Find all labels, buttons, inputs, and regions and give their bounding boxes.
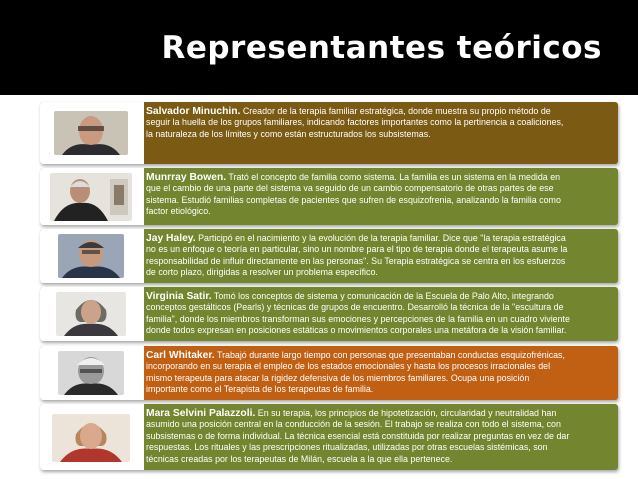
name-bowen: Munrray Bowen. xyxy=(146,172,227,183)
slide-title: Representantes teóricos xyxy=(161,30,602,66)
text-whitaker: Carl Whitaker. Trabajó durante largo tiempo con personas que presentaban conductas esquizofrénicas, incorporando en su terapia el empleo de los estados emocionales y hasta los procesos irracionales del mismo terapeuta para atacar la rigidez defensiva de los miembros familiares. Ocupa una posición importante como el Terapista de los terapeutas de familia. xyxy=(146,350,565,395)
text-bowen: Munrray Bowen. Trató el concepto de familia como sistema. La familia es un sistema en la medida en que el cambio de una parte del sistema va seguido de un cambio compensatorio de otras partes de ese sistema. Estudió familias completas de pacientes que sufren de esquizofrenia, analizando la familia como factor etiológico. xyxy=(146,172,561,217)
portrait-haley xyxy=(58,234,124,278)
photo-cell xyxy=(40,229,144,283)
row-whitaker xyxy=(40,346,618,400)
text-haley: Jay Haley. Participó en el nacimiento y la evolución de la terapia familiar. Dice que "la terapia estratégica no es un enfoque o teoría en particular, sino un nombre para el tipo de terapia donde el terapeuta asume la responsabilidad de influir directamente en las personas". Su Terapia estratégica se centra en los esfuerzos de corto plazo, dirigidas a resolver un problema específico. xyxy=(146,233,568,278)
portrait-minuchin xyxy=(54,111,128,155)
photo-cell xyxy=(40,287,144,341)
name-satir: Virginia Satir. xyxy=(146,291,212,302)
portrait-palazzoli xyxy=(52,414,130,462)
row-bowen xyxy=(40,168,618,225)
portrait-whitaker xyxy=(58,351,124,395)
text-minuchin: Salvador Minuchin. Creador de la terapia familiar estratégica, donde muestra su propio método de seguir la huella de los grupos familiares, indicando factores importantes como la pertinencia a coaliciones, la naturaleza de los límites y como están estructurados los subsistemas. xyxy=(146,106,564,139)
photo-cell xyxy=(40,102,144,164)
row-haley xyxy=(40,229,618,283)
name-minuchin: Salvador Minuchin. xyxy=(146,106,241,117)
portrait-satir xyxy=(56,292,126,336)
row-satir xyxy=(40,287,618,341)
name-haley: Jay Haley. xyxy=(146,233,196,244)
photo-cell xyxy=(40,346,144,400)
row-palazzoli xyxy=(40,404,618,470)
portrait-bowen xyxy=(50,173,132,221)
row-minuchin xyxy=(40,102,618,164)
photo-cell xyxy=(40,404,144,470)
name-palazzoli: Mara Selvini Palazzoli. xyxy=(146,408,256,419)
text-satir: Virginia Satir. Tomó los conceptos de sistema y comunicación de la Escuela de Palo Alto, integrando conceptos gestálticos (Pearls) y técnicas de grupos de encuentro. Desarrolló la técnica de la "escultura de familia", donde los miembros transforman sus emociones y percepciones de la familia en un cuadro viviente donde todos expresan en posiciones estáticas o movimientos corporales una metáfora de la visión familiar. xyxy=(146,291,570,336)
name-whitaker: Carl Whitaker. xyxy=(146,350,215,361)
text-palazzoli: Mara Selvini Palazzoli. En su terapia, los principios de hipotetización, circularidad y neutralidad han asumido una posición central en la conducción de la sesión. El trabajo se realiza con todo el sistema, con subsistemas o de forma individual. La técnica esencial está constituida por realizar preguntas en vez de dar respuestas. Los rituales y las prescripciones ritualizadas, utilizadas por otras escuelas sistémicas, son técnicas creadas por los terapeutas de Milán, escuela a la que ella pertenece. xyxy=(146,408,570,464)
photo-cell xyxy=(40,168,144,225)
